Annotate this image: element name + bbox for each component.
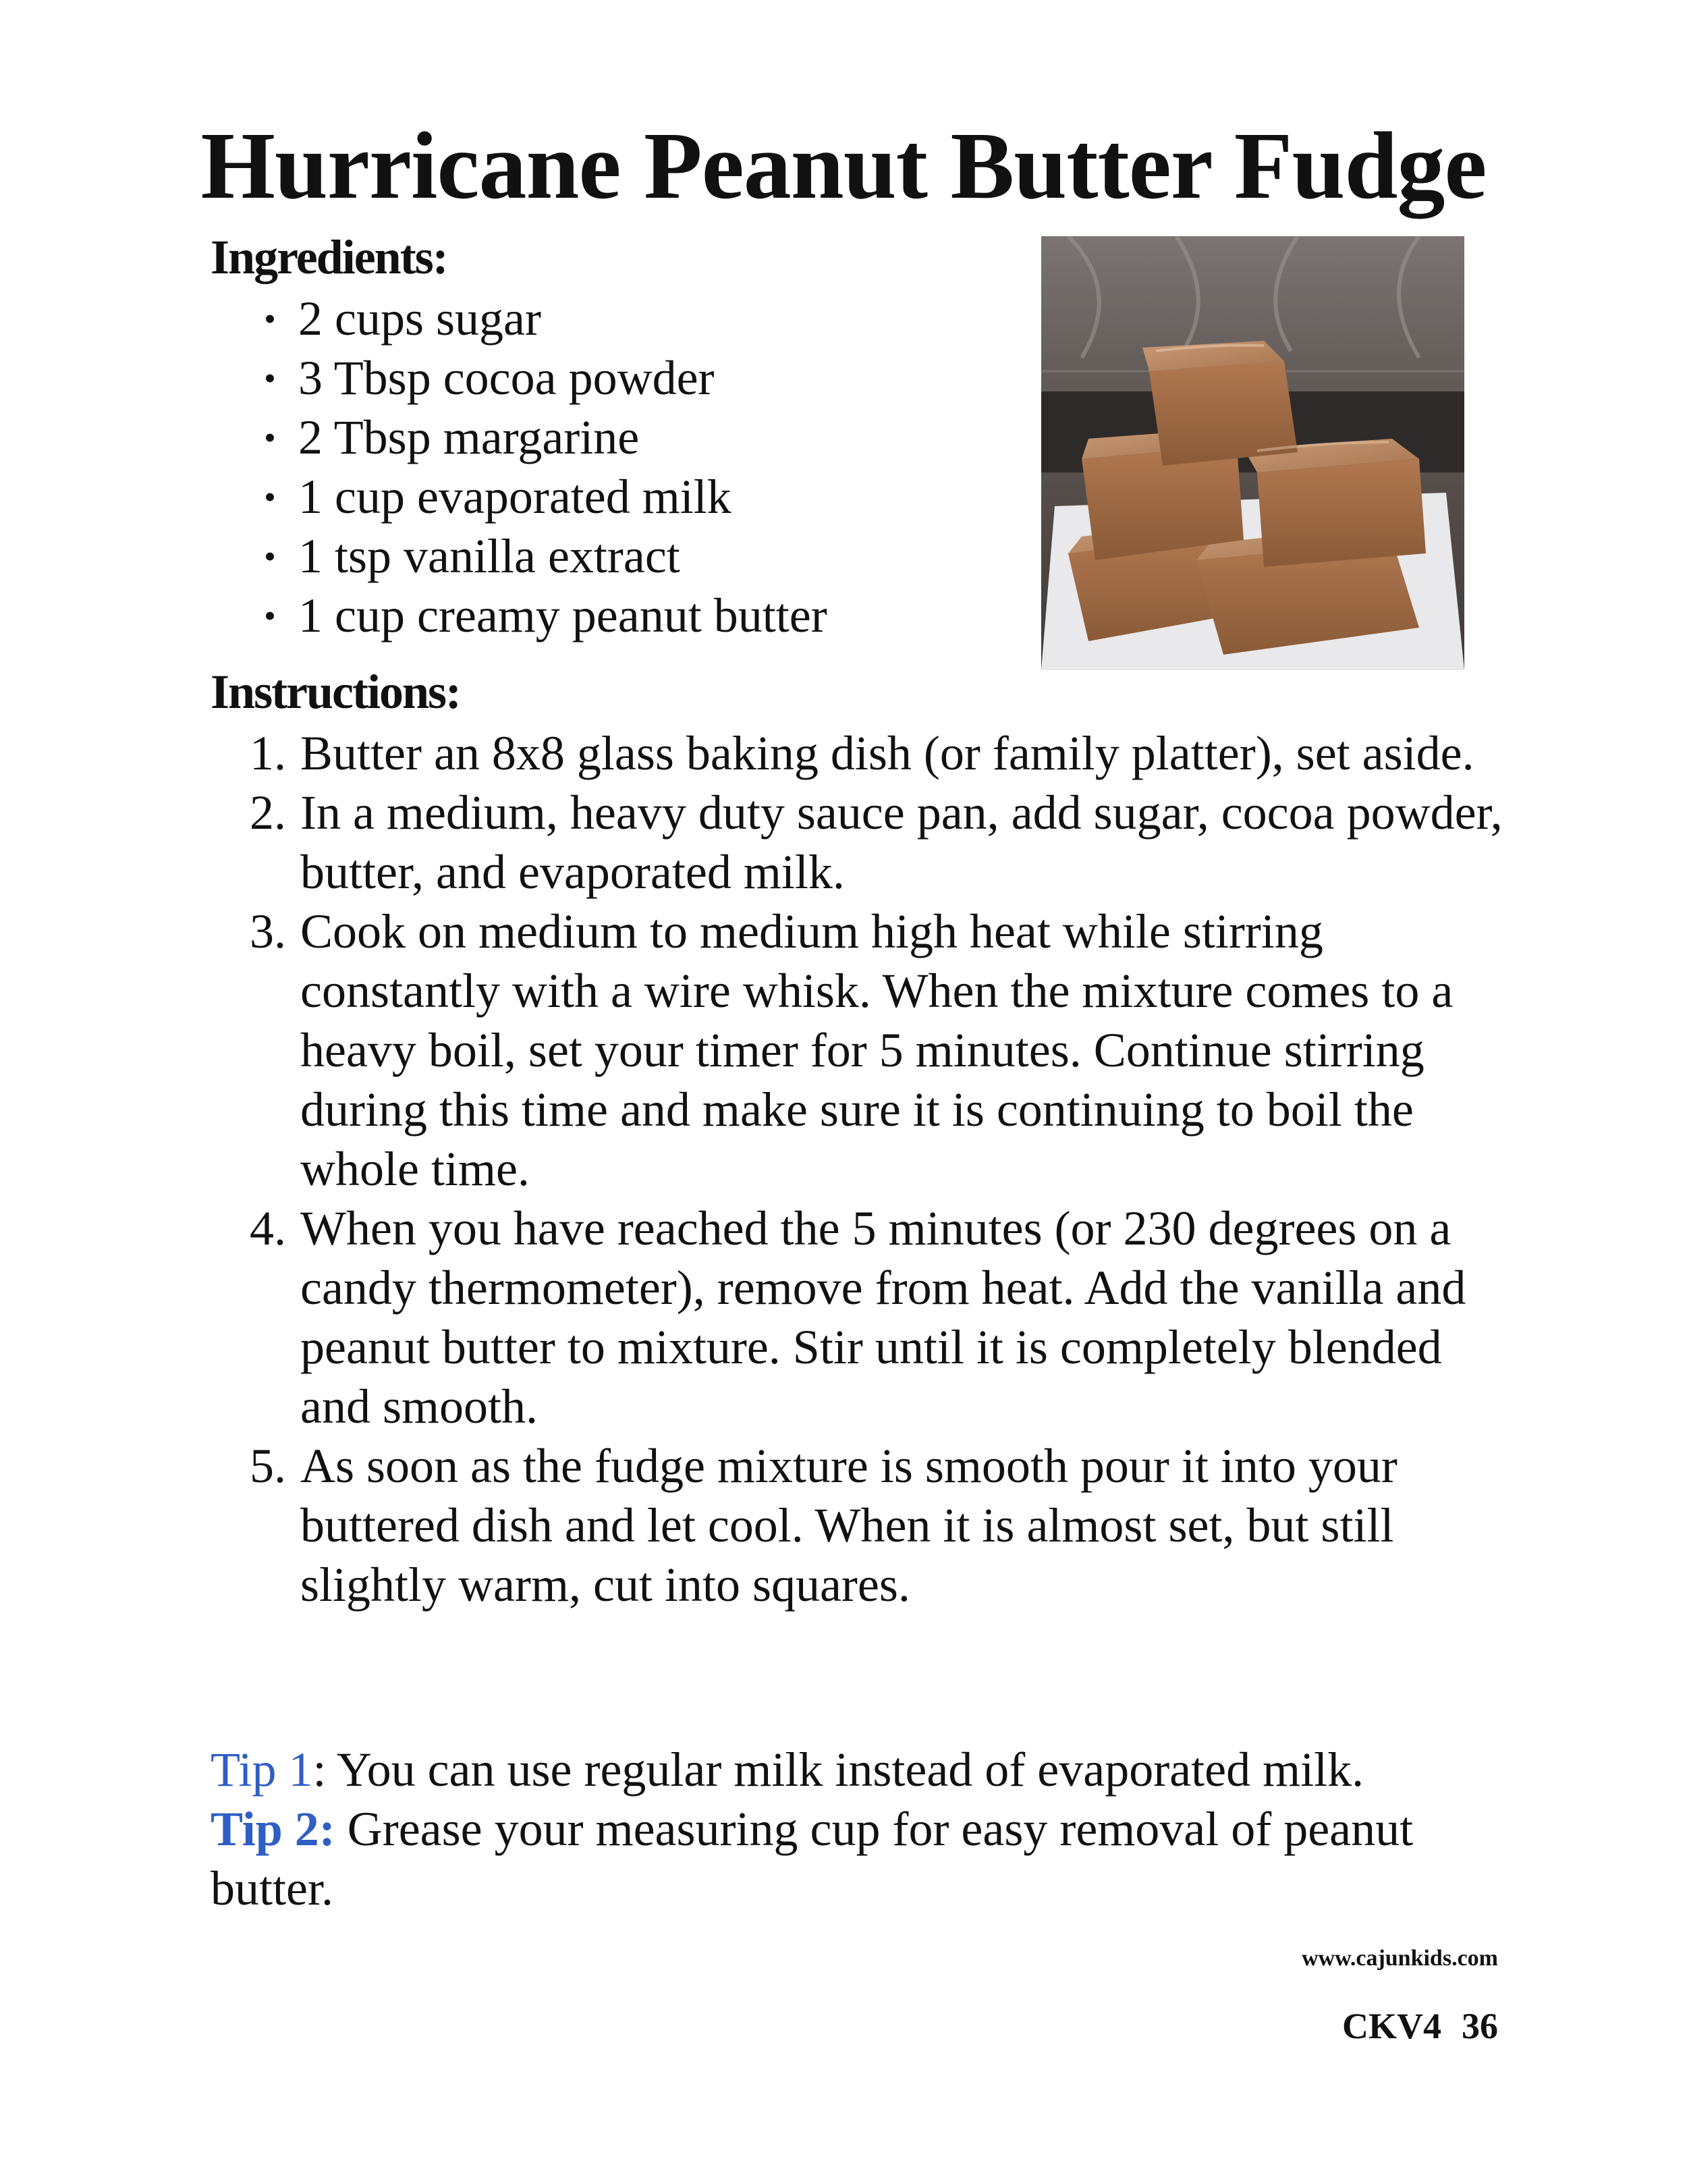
list-item: • 1 tsp vanilla extract bbox=[256, 526, 827, 586]
bullet-icon: • bbox=[264, 359, 276, 397]
volume-code: CKV4 bbox=[1342, 2006, 1441, 2046]
instructions-list bbox=[250, 724, 1518, 1614]
step-text: Butter an 8x8 glass baking dish (or family platter), set aside. bbox=[300, 726, 1474, 780]
step-text: When you have reached the 5 minutes (or 230 degrees on a candy thermometer), remove from heat. Add the vanilla and peanut butter to mixture. Stir until it is completely blended and smooth. bbox=[300, 1201, 1466, 1434]
bullet-icon: • bbox=[264, 478, 276, 516]
page-number: 36 bbox=[1462, 2006, 1498, 2046]
recipe-title: Hurricane Peanut Butter Fudge bbox=[200, 112, 1487, 219]
list-item bbox=[250, 1436, 1518, 1614]
step-text: In a medium, heavy duty sauce pan, add sugar, cocoa powder, butter, and evaporated milk. bbox=[300, 786, 1503, 899]
list-item bbox=[250, 1199, 1518, 1436]
list-item: • 3 Tbsp cocoa powder bbox=[256, 348, 827, 408]
step-number: 4. bbox=[250, 1201, 286, 1255]
list-item bbox=[250, 724, 1518, 783]
list-item: • 2 cups sugar bbox=[256, 289, 827, 348]
bullet-icon: • bbox=[264, 418, 276, 456]
step-text: Cook on medium to medium high heat while stirring constantly with a wire whisk. When the mixture comes to a heavy boil, set your timer for 5 minutes. Continue stirring during this time and make sure it is continuing to boil the whole time. bbox=[300, 904, 1454, 1196]
step-number: 1. bbox=[250, 726, 286, 780]
ingredients-heading: Ingredients: bbox=[211, 230, 447, 284]
bullet-icon: • bbox=[264, 300, 276, 337]
list-item bbox=[250, 902, 1518, 1199]
tip-1 bbox=[211, 1740, 1466, 1799]
fudge-photo bbox=[1041, 236, 1464, 670]
instructions-heading: Instructions: bbox=[211, 665, 461, 719]
tip-text: Grease your measuring cup for easy removal of peanut butter. bbox=[211, 1802, 1414, 1915]
tips-section bbox=[211, 1740, 1466, 1918]
tip-2 bbox=[211, 1799, 1466, 1918]
list-item: • 1 cup evaporated milk bbox=[256, 467, 827, 526]
tip-separator: : bbox=[312, 1743, 327, 1797]
tip-label: Tip 1 bbox=[211, 1743, 313, 1797]
list-item: • 1 cup creamy peanut butter bbox=[256, 586, 827, 645]
step-text: As soon as the fudge mixture is smooth pour it into your buttered dish and let cool. When it is almost set, but still slightly warm, cut into squares. bbox=[300, 1439, 1398, 1612]
ingredients-list bbox=[256, 289, 827, 645]
page-footer bbox=[1342, 2004, 1498, 2048]
website-url: www.cajunkids.com bbox=[1302, 1946, 1498, 1971]
list-item bbox=[250, 783, 1518, 902]
tip-text: You can use regular milk instead of evaporated milk. bbox=[326, 1743, 1364, 1797]
step-number: 5. bbox=[250, 1439, 286, 1493]
step-number: 2. bbox=[250, 786, 286, 840]
list-item: • 2 Tbsp margarine bbox=[256, 408, 827, 467]
tip-label: Tip 2: bbox=[211, 1802, 335, 1856]
bullet-icon: • bbox=[264, 597, 276, 634]
bullet-icon: • bbox=[264, 537, 276, 575]
step-number: 3. bbox=[250, 904, 286, 958]
